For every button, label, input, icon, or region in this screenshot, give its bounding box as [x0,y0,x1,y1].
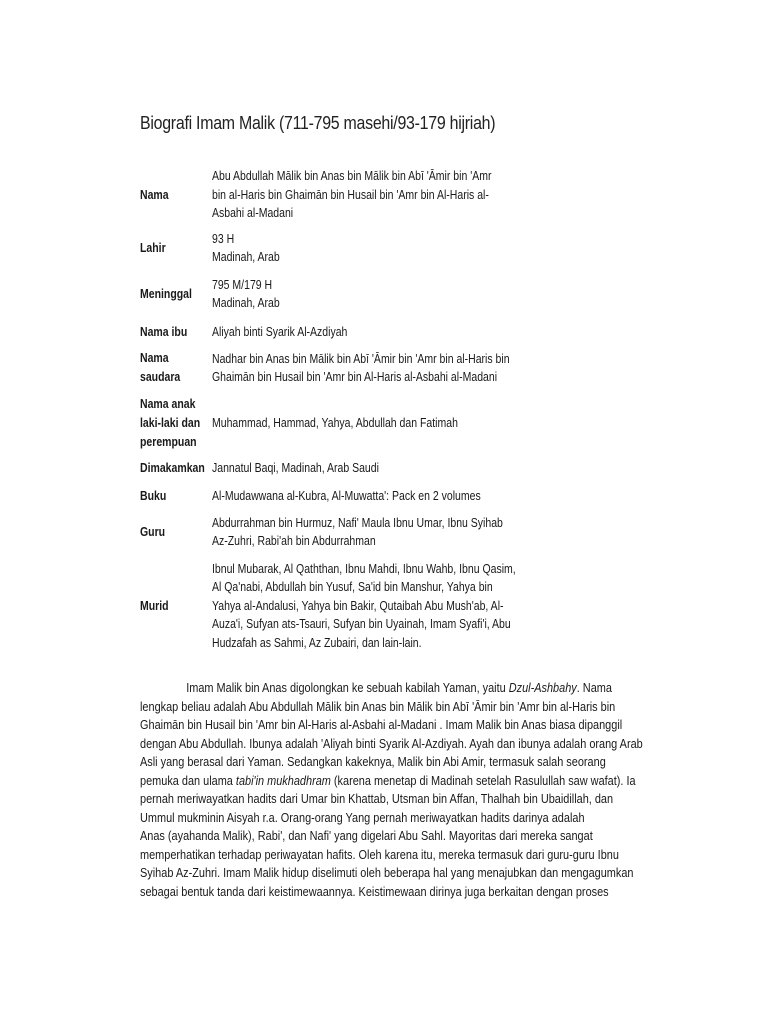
table-row-meninggal [140,274,560,314]
table-row-lahir [140,228,560,268]
table-row-murid [140,558,560,654]
row-value: Ibnul Mubarak, Al Qaththan, Ibnu Mahdi, Ibnu Wahb, Ibnu Qasim, Al Qa'nabi, Abdullah bin Yusuf, Sa'id bin Manshur, Yahya bin Yahya al-Andalusi, Yahya bin Bakir, Qutaibah Abu Mush'ab, Al- Auza'i, Sufyan ats-Tsauri, Sufyan bin Uyainah, Imam Syafi'i, Abu Hudzafah as Sahmi, Az Zubairi, dan lain-lain. [212,561,516,650]
paragraph-line: Anas (ayahanda Malik), Rabi', dan Nafi' yang digelari Abu Sahl. Mayoritas dari mereka sangat [140,828,593,843]
table-row-nama [140,164,560,226]
table-row-nama-saudara [140,348,560,388]
row-label: Lahir [140,240,166,255]
row-label: Guru [140,524,166,539]
paragraph-line: Imam Malik bin Anas digolongkan ke sebuah kabilah Yaman, yaitu Dzul-Ashbahy. Nama [186,680,612,695]
paragraph-line: pemuka dan ulama tabi'in mukhadhram (karena menetap di Madinah setelah Rasulullah saw wafat). Ia [140,772,636,788]
paragraph-line: sebagai bentuk tanda dari keistimewaannya. Keistimewaan dirinya juga berkaitan dengan proses [140,883,609,899]
table-row-guru [140,512,560,552]
row-label: Murid [140,598,169,613]
paragraph-line: Ummul mukminin Aisyah r.a. Orang-orang Yang pernah meriwayatkan hadits darinya adalah [140,809,585,825]
row-value: 795 M/179 H Madinah, Arab [212,277,280,310]
paragraph-line: Syihab Az-Zuhri. Imam Malik hidup diselimuti oleh beberapa hal yang menajubkan dan mengagumkan [140,865,634,880]
row-value: Abdurrahman bin Hurmuz, Nafi' Maula Ibnu Umar, Ibnu Syihab Az-Zuhri, Rabi'ah bin Abdurrahman [212,515,503,548]
row-label: Nama ibu [140,324,188,339]
paragraph-line: memperhatikan terhadap periwayatan hafits. Oleh karena itu, mereka termasuk dari guru-guru Ibnu [140,846,619,862]
row-label: Buku [140,488,167,503]
row-value: Muhammad, Hammad, Yahya, Abdullah dan Fatimah [212,415,458,430]
paragraph-line: pernah meriwayatkan hadits dari Umar bin Khattab, Utsman bin Affan, Thalhah bin Ubaidillah, dan [140,791,614,806]
row-label: Nama [140,187,169,202]
paragraph-line: Ghaimān bin Husail bin 'Amr bin Al-Haris al-Asbahi al-Madani . Imam Malik bin Anas biasa dipanggil [140,717,623,732]
row-value: Al-Mudawwana al-Kubra, Al-Muwatta': Pack en 2 volumes [212,488,481,503]
row-label: Nama saudara [140,351,181,384]
row-value: Aliyah binti Syarik Al-Azdiyah [212,324,348,339]
row-value: 93 H Madinah, Arab [212,231,280,264]
body-paragraph [140,679,643,901]
biography-table [140,164,560,654]
row-value: Jannatul Baqi, Madinah, Arab Saudi [212,460,379,475]
row-value: Nadhar bin Anas bin Mālik bin Abī 'Āmir bin 'Amr bin al-Haris bin Ghaimān bin Husail bin 'Amr bin Al-Haris al-Asbahi al-Madani [212,351,510,384]
row-label: Dimakamkan [140,460,205,475]
table-row-nama-anak [140,394,560,452]
table-row-dimakamkan [140,458,560,478]
table-row-nama-ibu [140,322,560,342]
paragraph-line: lengkap beliau adalah Abu Abdullah Mālik bin Anas bin Mālik bin Abī 'Āmir bin 'Amr bin al-Haris bin [140,698,616,714]
paragraph-line: Asli yang berasal dari Yaman. Sedangkan kakeknya, Malik bin Abi Amir, termasuk salah seorang [140,754,606,769]
paragraph-line: dengan Abu Abdullah. Ibunya adalah 'Aliyah binti Syarik Al-Azdiyah. Ayah dan ibunya adalah orang Arab [140,735,643,751]
table-row-buku [140,486,560,506]
row-label: Meninggal [140,286,192,301]
row-value: Abu Abdullah Mālik bin Anas bin Mālik bin Abī 'Āmir bin 'Amr bin al-Haris bin Ghaimān bin Husail bin 'Amr bin Al-Haris al- Asbahi al-Madani [212,169,492,221]
row-label: Nama anak laki-laki dan perempuan [140,396,201,449]
page-title: Biografi Imam Malik (711-795 masehi/93-179 hijriah) [140,112,496,133]
